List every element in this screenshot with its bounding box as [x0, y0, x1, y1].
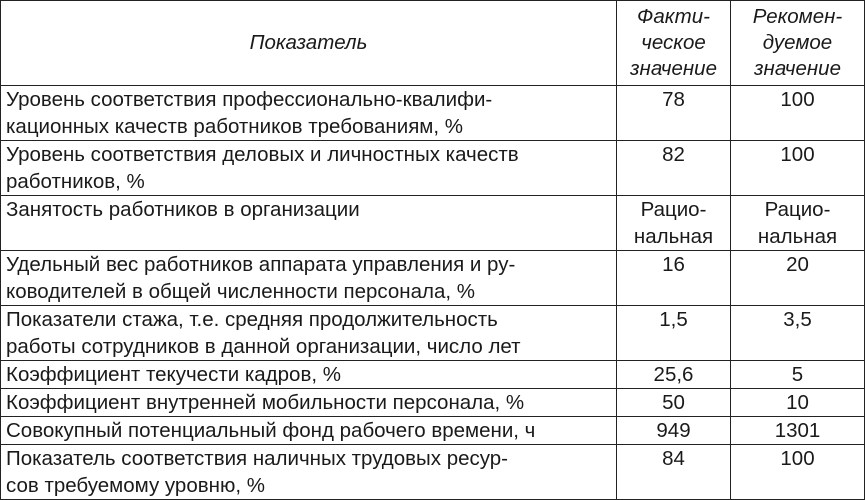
- row-actual-value: 949: [617, 417, 731, 445]
- row-recommended-value: [731, 196, 865, 251]
- row-actual-value: [617, 196, 731, 251]
- row-indicator-name: [1, 251, 617, 306]
- name-line: сов требуемому уровню, %: [6, 474, 265, 497]
- header-recommended-value: [731, 1, 865, 86]
- table-row: [1, 361, 865, 389]
- header-recommended-line: дуемое: [762, 31, 833, 54]
- row-recommended-value: 20: [731, 251, 865, 306]
- value-line: Рацио-: [640, 198, 707, 221]
- row-indicator-name: [1, 306, 617, 361]
- name-line: Уровень соответствия деловых и личностных качеств: [6, 143, 519, 166]
- value-line: нальная: [633, 225, 714, 248]
- name-line: ководителей в общей численности персонала, %: [6, 280, 475, 303]
- header-recommended-line: значение: [754, 57, 841, 80]
- table-row: [1, 389, 865, 417]
- header-recommended-line: Рекомен-: [752, 5, 843, 28]
- header-indicator-text: Показатель: [249, 31, 368, 54]
- name-line: Уровень соответствия профессионально-квалифи-: [6, 88, 493, 111]
- row-indicator-name: Коэффициент внутренней мобильности персонала, %: [1, 389, 617, 417]
- header-actual-value: [617, 1, 731, 86]
- row-recommended-value: 1301: [731, 417, 865, 445]
- row-recommended-value: 10: [731, 389, 865, 417]
- name-line: работы сотрудников в данной организации, число лет: [6, 335, 521, 358]
- row-indicator-name: [1, 196, 617, 251]
- header-actual-line: Факти-: [637, 5, 710, 28]
- table-row: [1, 417, 865, 445]
- header-actual-line: значение: [630, 57, 717, 80]
- row-indicator-name: [1, 445, 617, 500]
- row-actual-value: 50: [617, 389, 731, 417]
- row-indicator-name: [1, 86, 617, 141]
- table-row: [1, 445, 865, 500]
- row-actual-value: 16: [617, 251, 731, 306]
- row-indicator-name: Коэффициент текучести кадров, %: [1, 361, 617, 389]
- table-row: [1, 306, 865, 361]
- name-line: Показатели стажа, т.е. средняя продолжительность: [6, 308, 498, 331]
- row-actual-value: 1,5: [617, 306, 731, 361]
- row-indicator-name: [1, 141, 617, 196]
- table-row: [1, 86, 865, 141]
- name-line: Занятость работников в организации: [6, 198, 360, 221]
- row-indicator-name: Совокупный потенциальный фонд рабочего времени, ч: [1, 417, 617, 445]
- row-actual-value: 78: [617, 86, 731, 141]
- row-actual-value: 25,6: [617, 361, 731, 389]
- row-recommended-value: 3,5: [731, 306, 865, 361]
- name-line: Удельный вес работников аппарата управления и ру-: [6, 253, 516, 276]
- table-header-row: [1, 1, 865, 86]
- name-line: Показатель соответствия наличных трудовых ресур-: [6, 447, 509, 470]
- name-line: кационных качеств работников требованиям, %: [6, 115, 464, 138]
- header-actual-line: ческое: [641, 31, 706, 54]
- name-line: работников, %: [6, 170, 145, 193]
- row-recommended-value: 100: [731, 86, 865, 141]
- row-recommended-value: 5: [731, 361, 865, 389]
- value-line: Рацио-: [764, 198, 831, 221]
- row-actual-value: 82: [617, 141, 731, 196]
- value-line: нальная: [757, 225, 838, 248]
- table-row: [1, 196, 865, 251]
- row-recommended-value: 100: [731, 445, 865, 500]
- row-actual-value: 84: [617, 445, 731, 500]
- table-row: [1, 251, 865, 306]
- row-recommended-value: 100: [731, 141, 865, 196]
- header-indicator: [1, 1, 617, 86]
- table-row: [1, 141, 865, 196]
